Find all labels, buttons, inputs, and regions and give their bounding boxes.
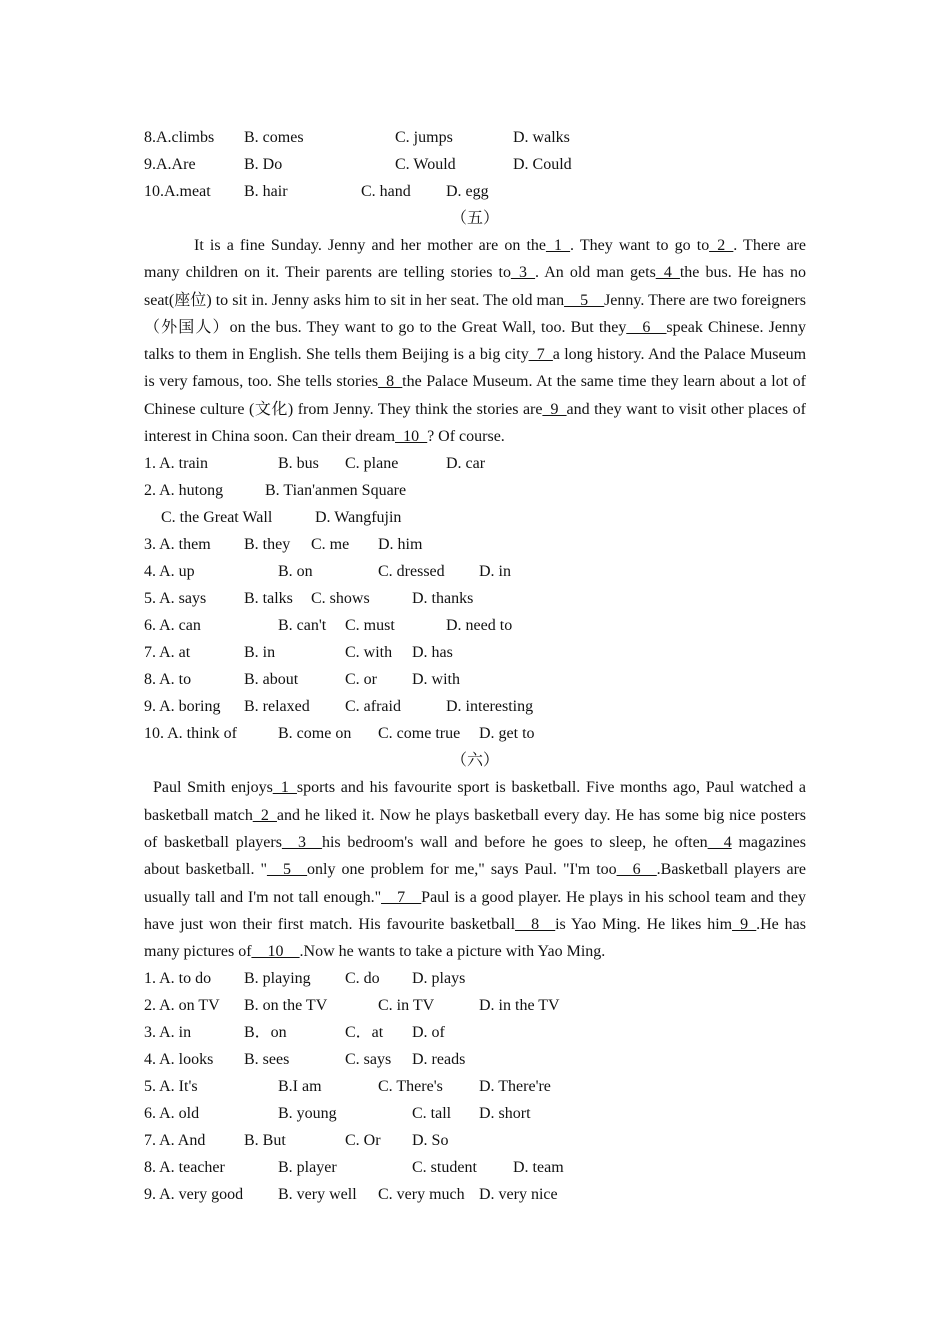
option-row (144, 693, 806, 720)
option-a: 4. A. looks (144, 1051, 214, 1069)
option-d: D. him (378, 536, 423, 554)
option-a: 9.A.Are (144, 156, 196, 173)
option-row (144, 477, 806, 504)
passage-segment: speak Chinese. Jenny talks to them in English. She tells them Beijing is a big city (144, 318, 806, 364)
passage-segment: only one problem for me," says Paul. "I'm too (307, 861, 617, 879)
option-row (144, 720, 806, 747)
option-c: C. in TV (378, 997, 435, 1015)
option-b: B. can't (278, 617, 327, 635)
cloze-passage (144, 232, 806, 450)
option-a: 3. A. them (144, 536, 211, 554)
answer-blank: _4_ (655, 264, 680, 282)
option-row (144, 450, 806, 477)
option-a: 3. A. in (144, 1024, 192, 1042)
option-c: C. with (345, 644, 393, 662)
option-c: C. tall (412, 1105, 452, 1123)
option-a: 6. A. can (144, 617, 201, 635)
answer-blank: _9_ (542, 400, 567, 418)
option-b: B. But (244, 1132, 286, 1150)
option-row (144, 151, 806, 178)
option-d: D. walks (513, 129, 570, 146)
option-a: 9. A. boring (144, 698, 221, 716)
option-a: 8. A. teacher (144, 1159, 225, 1177)
option-c: C. dressed (378, 563, 445, 581)
option-row (144, 558, 806, 585)
answer-blank: __3__ (281, 833, 322, 851)
option-a: 7. A. at (144, 644, 191, 662)
passage-segment: and they want to visit other places of interest in China soon. Can their dream (144, 400, 806, 446)
option-d: D. need to (446, 617, 513, 635)
option-b: B. young (278, 1105, 337, 1123)
option-row (144, 1154, 806, 1181)
option-row (144, 1019, 806, 1046)
section-heading: （五） (450, 210, 499, 227)
answer-blank: _7_ (528, 346, 553, 364)
answer-blank: _10_ (395, 428, 428, 446)
answer-blank: __10__ (251, 943, 300, 961)
option-b: B.I am (278, 1078, 322, 1096)
option-c: C. Or (345, 1132, 381, 1150)
option-b: B. player (278, 1159, 337, 1177)
option-b: B. bus (278, 455, 319, 473)
option-c: C. me (311, 536, 350, 554)
option-a: 5. A. says (144, 590, 207, 608)
option-row (144, 1046, 806, 1073)
option-a: 5. A. It's (144, 1078, 198, 1096)
passage-segment: is Yao Ming. He likes him (555, 915, 733, 933)
passage-segment: . There are many children on it. Their parents are telling stories to (144, 237, 807, 282)
option-b: B. playing (244, 970, 311, 988)
option-a: 8. A. to (144, 671, 192, 689)
worksheet-page (144, 124, 806, 1208)
answer-blank: _1_ (272, 779, 297, 797)
passage-segment: a long history. And the Palace Museum is very famous, too. She tells stories (144, 346, 807, 391)
passage-segment: ? Of course. (427, 428, 505, 446)
option-c: C. do (345, 970, 380, 988)
option-c: C. There's (378, 1078, 443, 1096)
answer-blank: _3_ (510, 264, 535, 282)
option-row (144, 1100, 806, 1127)
option-a: 2. A. on TV (144, 997, 220, 1015)
option-d: D. reads (412, 1051, 466, 1069)
answer-blank: __5__ (564, 291, 605, 309)
option-b: B. about (244, 671, 299, 689)
option-a: 1. A. to do (144, 970, 212, 988)
option-d: D. has (412, 644, 453, 662)
option-row (144, 612, 806, 639)
option-b: B. in (244, 644, 276, 662)
option-c: C．at (345, 1024, 384, 1042)
option-c: C. says (345, 1051, 392, 1069)
option-c: C. very much (378, 1186, 465, 1204)
option-d: D. of (412, 1024, 445, 1042)
option-c: C. Would (395, 156, 456, 173)
answer-blank: __6__ (626, 318, 667, 336)
passage-segment: .Basketball players are usually tall and I'm not tall enough." (144, 861, 807, 906)
option-list (144, 965, 806, 1208)
option-a: 8.A.climbs (144, 129, 215, 146)
passage-segment: his bedroom's wall and before he goes to sleep, he often (321, 833, 708, 851)
option-a: 1. A. train (144, 455, 208, 473)
option-row (144, 965, 806, 992)
option-a: 10. A. think of (144, 725, 237, 743)
answer-blank: _2_ (252, 806, 277, 824)
option-b: B. Do (244, 156, 283, 173)
option-row (144, 178, 806, 205)
answer-blank: _1_ (546, 237, 571, 254)
option-c: C. come true (378, 725, 461, 743)
answer-blank: __4 (707, 833, 732, 851)
option-b: B. on the TV (244, 997, 328, 1015)
option-c: C. must (345, 617, 395, 635)
option-d: D. plays (412, 970, 466, 988)
passage-segment: . An old man gets (534, 264, 656, 282)
option-a: 2. A. hutong (144, 482, 224, 500)
option-row (144, 1073, 806, 1100)
answer-blank: __7__ (381, 888, 422, 906)
passage-segment: Paul Smith enjoys (153, 779, 273, 797)
option-b: B. hair (244, 183, 288, 200)
option-b: B. relaxed (244, 698, 310, 716)
option-c: C. hand (361, 183, 411, 200)
answer-blank: __8__ (515, 915, 556, 933)
option-c: C. or (345, 671, 377, 689)
option-d: D. with (412, 671, 460, 689)
passage-segment: Paul is a good player. He plays in his school team and they have just won their first match. His favourite basketball (144, 888, 807, 933)
passage-text (144, 774, 806, 965)
option-row (144, 124, 806, 151)
option-d: D. interesting (446, 698, 534, 716)
option-a: 9. A. very good (144, 1186, 244, 1204)
option-b: B. Tian'anmen Square (265, 482, 407, 500)
option-d: D. in (479, 563, 511, 581)
option-row (144, 585, 806, 612)
option-a: 6. A. old (144, 1105, 200, 1123)
option-c: C. afraid (345, 698, 401, 716)
option-b: B. very well (278, 1186, 357, 1204)
option-b: B. comes (244, 129, 304, 146)
option-d: D. So (412, 1132, 449, 1150)
option-d: D. get to (479, 725, 535, 743)
passage-segment: Jenny. There are two foreigners（外国人）on the bus. They want to go to the Great Wall, too. But they (144, 291, 806, 336)
option-d: D. team (513, 1159, 564, 1177)
passage-segment: .He has many pictures of (144, 915, 807, 961)
option-d: D. Could (513, 156, 572, 173)
answer-blank: _8_ (378, 373, 403, 391)
passage-segment: It is a fine Sunday. Jenny and her mother are on the (194, 237, 547, 254)
option-a: 4. A. up (144, 563, 195, 581)
option-row (144, 504, 806, 531)
prev-options (144, 124, 806, 205)
option-b: B．on (244, 1024, 287, 1042)
option-d: D. Wangfujin (315, 509, 402, 527)
passage-text (144, 232, 806, 450)
cloze-passage (144, 774, 806, 965)
option-c: C. plane (345, 455, 399, 473)
option-c: C. the Great Wall (161, 509, 273, 527)
answer-blank: __6__ (616, 861, 657, 879)
passage-segment: the Palace Museum. At the same time they learn about a lot of Chinese culture (文化) from Jenny. They think the stories are (144, 373, 806, 418)
option-d: D. in the TV (479, 997, 560, 1015)
option-row (144, 1181, 806, 1208)
answer-blank: _9_ (732, 915, 757, 933)
option-b: B. sees (244, 1051, 290, 1069)
option-d: D. There're (479, 1078, 551, 1096)
option-d: D. car (446, 455, 486, 473)
option-row (144, 666, 806, 693)
option-d: D. short (479, 1105, 531, 1123)
answer-blank: _2_ (709, 237, 734, 254)
option-row (144, 639, 806, 666)
option-row (144, 992, 806, 1019)
option-row (144, 531, 806, 558)
passage-segment: and he liked it. Now he plays basketball every day. He has some big nice posters of basketball players (144, 806, 806, 851)
passage-segment: . They want to go to (570, 237, 710, 254)
option-b: B. talks (244, 590, 293, 608)
option-c: C. jumps (395, 129, 453, 146)
option-b: B. on (278, 563, 313, 581)
option-d: D. very nice (479, 1186, 558, 1204)
option-b: B. they (244, 536, 291, 554)
option-c: C. student (412, 1159, 477, 1177)
option-d: D. thanks (412, 590, 474, 608)
option-list (144, 450, 806, 747)
passage-segment: .Now he wants to take a picture with Yao Ming. (299, 943, 606, 961)
option-a: 7. A. And (144, 1132, 206, 1150)
option-row (144, 1127, 806, 1154)
passage-segment: sports and his favourite sport is basketball. Five months ago, Paul watched a basketball match (144, 779, 806, 824)
option-a: 10.A.meat (144, 183, 211, 200)
option-d: D. egg (446, 183, 489, 200)
passage-segment: magazines about basketball. " (144, 833, 806, 879)
option-b: B. come on (278, 725, 352, 743)
passage-segment: the bus. He has no seat(座位) to sit in. Jenny asks him to sit in her seat. The old man (144, 264, 807, 309)
option-c: C. shows (311, 590, 370, 608)
answer-blank: __5__ (267, 861, 308, 879)
section-heading: （六） (450, 752, 499, 770)
